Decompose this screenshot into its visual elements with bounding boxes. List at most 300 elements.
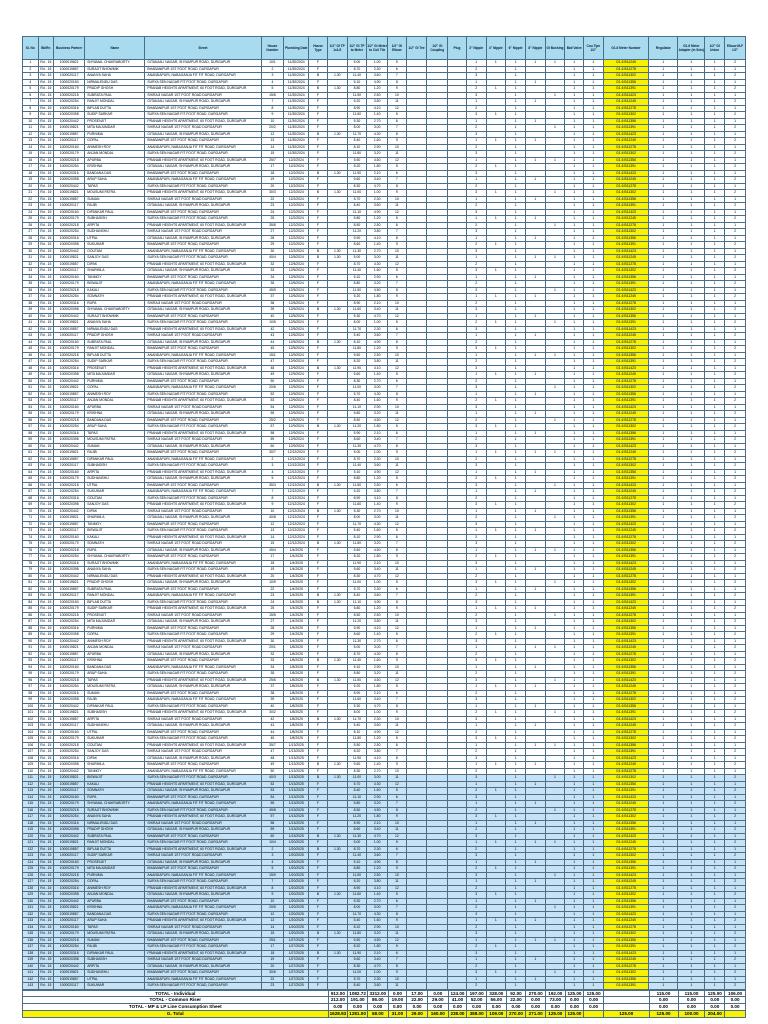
table-cell: 2 (466, 651, 486, 658)
table-cell: 2 (725, 398, 746, 405)
table-cell: 1 (725, 898, 746, 905)
table-cell: 1 (565, 723, 584, 730)
table-cell: BANDANA DAS (85, 170, 145, 177)
table-cell: 1 (678, 372, 705, 379)
table-cell: F (309, 196, 328, 203)
table-cell: 1 (506, 326, 526, 333)
table-cell: 1 (506, 489, 526, 496)
table-cell: 1 (506, 853, 526, 860)
table-cell: 1 (583, 950, 603, 957)
table-cell: 12/12/2024 (284, 476, 309, 483)
table-cell: 62 (23, 456, 39, 463)
table-cell: PRANAB HEIGHTS APARTMENT, 60 FOOT ROAD, DURGAPUR (145, 885, 261, 892)
table-cell: BHABANIPUR 1ST FOOT ROAD, DURGAPUR (145, 66, 261, 73)
table-cell: 2 (725, 437, 746, 444)
table-cell: 1 (649, 593, 678, 600)
table-cell: 12/2/2024 (284, 248, 309, 255)
totals-value: 0.00 (348, 1004, 368, 1011)
table-cell: 1 (678, 79, 705, 86)
table-cell: 72 (23, 521, 39, 528)
table-cell: 1 (705, 372, 725, 379)
table-cell: F (309, 924, 328, 931)
table-cell: 1/13/2025 (284, 833, 309, 840)
table-cell: 5.60 (347, 177, 367, 184)
table-cell: 1000019821 (54, 775, 85, 782)
table-cell: 1000020254 (54, 749, 85, 756)
table-cell: 11/30/2024 (284, 144, 309, 151)
table-cell: 10 (388, 820, 407, 827)
table-cell: 5.00 (347, 255, 367, 262)
table-cell: 10 (388, 248, 407, 255)
table-cell: 93 (23, 658, 39, 665)
table-cell: 1 (705, 92, 725, 99)
table-cell: 5.50 (347, 157, 367, 164)
table-cell: 1 (466, 294, 486, 301)
table-cell: RAJIB (85, 944, 145, 951)
table-cell: 1 (649, 385, 678, 392)
table-cell: GOPAL (85, 632, 145, 639)
table-cell: 1 (583, 450, 603, 457)
table-cell: 2 (725, 242, 746, 249)
table-cell: B (309, 541, 328, 548)
table-cell: 1000020218 (54, 287, 85, 294)
table-cell: 1 (678, 320, 705, 327)
table-cell: 34 (23, 274, 39, 281)
table-cell: 4 (261, 79, 284, 86)
table-cell: 1 (678, 287, 705, 294)
table-cell: 2 (466, 612, 486, 619)
table-cell: 1 (649, 391, 678, 398)
table-cell: 12/2/2024 (284, 196, 309, 203)
table-cell: 3.20 (367, 411, 388, 418)
table-cell: Rd - 15 (38, 586, 54, 593)
table-cell: 2 (725, 346, 746, 353)
table-cell: 19 (261, 567, 284, 574)
table-cell: 12 (261, 131, 284, 138)
table-cell: F (309, 976, 328, 983)
table-cell: 1000019857 (54, 846, 85, 853)
table-cell: 12/2/2024 (284, 235, 309, 242)
table-cell: SHARMILA (85, 268, 145, 275)
table-cell: 3 (466, 502, 486, 509)
table-cell: 61 (23, 450, 39, 457)
table-cell: 1 (565, 411, 584, 418)
table-cell: Rd - 15 (38, 125, 54, 132)
table-cell: 1 (525, 372, 545, 379)
table-cell: 4 (261, 469, 284, 476)
table-cell: 3.60 (367, 73, 388, 80)
table-cell: 1 (565, 131, 584, 138)
table-cell: 11.20 (347, 619, 367, 626)
table-cell: MOUSUMI PATRA (85, 684, 145, 691)
table-cell: ANANDAPURI, NABAGANJA FIT FIT ROAD, DURGAPUR (145, 801, 261, 808)
table-cell: 143 (23, 983, 39, 990)
table-cell: G1.6 B11302 (603, 385, 649, 392)
table-cell: 1 (678, 664, 705, 671)
table-cell: 1000020117 (54, 203, 85, 210)
table-cell: 1000019821 (54, 125, 85, 132)
table-cell: 3.20 (367, 281, 388, 288)
table-cell: 1 (565, 651, 584, 658)
table-cell: 5 (388, 944, 407, 951)
table-cell: GITANJALI NAGAR, SHYAMPUR ROAD, DURGAPUR (145, 547, 261, 554)
table-cell: G1.6 B11302 (603, 463, 649, 470)
table-cell: 10 (388, 560, 407, 567)
table-cell: 7 (388, 905, 407, 912)
table-cell: PRADIP GHOSH (85, 86, 145, 93)
table-cell: 8 (388, 703, 407, 710)
table-cell: G1.6 B11356 (603, 430, 649, 437)
table-cell: 4.90 (367, 209, 388, 216)
table-cell: 6 (388, 482, 407, 489)
table-cell: 14 (261, 144, 284, 151)
table-cell: 1.30 (327, 307, 347, 314)
table-cell: G1.6 B11391 (603, 710, 649, 717)
table-cell: F (309, 580, 328, 587)
table-cell: F (309, 502, 328, 509)
table-cell: 8.90 (347, 885, 367, 892)
table-cell: 11 (388, 411, 407, 418)
table-cell: 4 (23, 79, 39, 86)
table-cell: 11.10 (347, 599, 367, 606)
table-cell: 1 (678, 476, 705, 483)
table-cell: 1 (678, 294, 705, 301)
table-cell: 135 (23, 931, 39, 938)
table-cell: 1000020160 (54, 274, 85, 281)
table-cell: 1.80 (367, 424, 388, 431)
table-cell: ANIMESH ROY (85, 885, 145, 892)
table-cell: 7 (388, 229, 407, 236)
table-cell: 1 (649, 274, 678, 281)
table-cell: 48 (23, 365, 39, 372)
table-cell: 1 (506, 918, 526, 925)
table-cell: 2 (466, 671, 486, 678)
table-cell: 1 (506, 242, 526, 249)
table-cell: 1 (565, 781, 584, 788)
table-cell: BHABANIPUR 1ST FOOT ROAD, DURGAPUR (145, 450, 261, 457)
table-cell: 1 (705, 112, 725, 119)
table-cell: 1000020117 (54, 333, 85, 340)
table-cell: 1000020398 (54, 242, 85, 249)
table-cell: ANANDAPURI, NABAGANJA FIT FIT ROAD, DURGAPUR (145, 872, 261, 879)
table-cell: 1 (649, 898, 678, 905)
table-cell: 1 (725, 79, 746, 86)
table-cell: G1.6 B11391 (603, 476, 649, 483)
totals-value: 125.00 (649, 1010, 678, 1017)
table-cell: F (309, 235, 328, 242)
table-cell: 1 (678, 138, 705, 145)
table-cell: 1 (705, 547, 725, 554)
table-cell: 2 (466, 222, 486, 229)
table-cell: Rd - 15 (38, 112, 54, 119)
table-cell: F (309, 827, 328, 834)
table-cell: 1 (725, 807, 746, 814)
table-cell: 4.50 (367, 937, 388, 944)
table-cell: F (309, 346, 328, 353)
table-cell: 1 (565, 430, 584, 437)
table-cell: 1 (583, 138, 603, 145)
table-cell: 1000020254 (54, 879, 85, 886)
table-cell: 1.30 (327, 950, 347, 957)
table-cell: 1 (705, 177, 725, 184)
table-cell: B (309, 248, 328, 255)
table-cell: 1.30 (327, 424, 347, 431)
table-cell: 1 (649, 73, 678, 80)
table-cell: 8 (388, 79, 407, 86)
table-cell: Rd - 15 (38, 411, 54, 418)
table-cell: 1 (725, 781, 746, 788)
table-cell: Rd - 15 (38, 742, 54, 749)
table-cell: 1 (545, 937, 565, 944)
table-cell: 1 (525, 489, 545, 496)
table-cell: 11/30/2024 (284, 86, 309, 93)
table-cell: 1 (678, 703, 705, 710)
table-cell: GOUTAM (85, 742, 145, 749)
table-cell: 3.40 (367, 437, 388, 444)
table-cell: 17 (23, 164, 39, 171)
table-cell: 2 (725, 190, 746, 197)
table-cell: 5 (388, 320, 407, 327)
table-cell: 1/8/2025 (284, 645, 309, 652)
table-cell: GOUTAM (85, 495, 145, 502)
table-cell: 8.40 (347, 593, 367, 600)
table-cell: 5.10 (347, 274, 367, 281)
column-header: Business Partner (54, 37, 85, 60)
table-cell: 3.60 (367, 463, 388, 470)
table-cell: G1.6 B11423 (603, 950, 649, 957)
table-cell: 1 (583, 105, 603, 112)
table-cell: 10 (388, 144, 407, 151)
table-cell: 1 (506, 450, 526, 457)
table-cell: 1 (678, 606, 705, 613)
table-cell: 3 (466, 326, 486, 333)
table-cell: 1 (506, 138, 526, 145)
table-cell: 4.10 (367, 625, 388, 632)
table-cell: 11.30 (347, 833, 367, 840)
table-cell: 1 (583, 677, 603, 684)
table-cell: TANMOY (85, 768, 145, 775)
table-cell: 1 (506, 105, 526, 112)
table-cell: 2 (466, 983, 486, 990)
table-cell: 49 (23, 372, 39, 379)
totals-value (603, 990, 649, 997)
table-cell: 1 (649, 690, 678, 697)
table-cell: 11.40 (347, 73, 367, 80)
table-cell: 1 (506, 924, 526, 931)
table-cell: 1 (725, 404, 746, 411)
table-cell: 2 (725, 502, 746, 509)
table-cell: 1 (583, 671, 603, 678)
totals-value: 0.00 (565, 1004, 584, 1011)
table-cell: 5.40 (347, 138, 367, 145)
table-cell: 5 (388, 164, 407, 171)
table-cell: 6 (388, 274, 407, 281)
table-cell: 1 (649, 521, 678, 528)
table-cell: 1 (725, 664, 746, 671)
table-cell: 2.90 (367, 534, 388, 541)
table-cell: 1.30 (327, 73, 347, 80)
table-cell: 1 (506, 638, 526, 645)
table-cell: 2 (261, 846, 284, 853)
table-cell: SHIRAJI NAGAR 1ST FOOT ROAD DURGAPUR (145, 300, 261, 307)
table-cell: 1 (486, 60, 506, 67)
table-cell: 5.50 (347, 937, 367, 944)
table-cell: SHIRAJI NAGAR 1ST FOOT ROAD DURGAPUR (145, 125, 261, 132)
table-cell: 1 (506, 203, 526, 210)
table-cell: 1 (565, 814, 584, 821)
table-cell: 11.20 (347, 814, 367, 821)
table-cell: 20/2 (261, 125, 284, 132)
table-cell: 8.50 (347, 417, 367, 424)
table-cell: 5 (388, 112, 407, 119)
table-cell: 18 (23, 170, 39, 177)
table-cell: 1/20/2025 (284, 905, 309, 912)
table-cell: 1 (466, 606, 486, 613)
table-cell: 1 (678, 131, 705, 138)
table-cell: 1 (705, 716, 725, 723)
table-cell: 1 (678, 495, 705, 502)
table-cell: 2 (466, 807, 486, 814)
table-cell: G1.6 B11356 (603, 352, 649, 359)
table-cell: 96 (23, 677, 39, 684)
table-cell: G1.6 B11356 (603, 235, 649, 242)
table-cell: GITANJALI NAGAR, SHYAMPUR ROAD, DURGAPUR (145, 60, 261, 67)
table-cell: 1 (583, 255, 603, 262)
table-cell: 3 (466, 892, 486, 899)
table-cell: 1 (506, 840, 526, 847)
table-cell: G1.6 B11391 (603, 320, 649, 327)
table-cell: 3.20 (367, 151, 388, 158)
table-cell: 8.40 (347, 398, 367, 405)
table-cell: 1000020398 (54, 632, 85, 639)
table-cell: 2 (725, 528, 746, 535)
table-cell: BHABANIPUR 1ST FOOT ROAD, DURGAPUR (145, 866, 261, 873)
table-cell: 1 (705, 736, 725, 743)
table-cell: 1 (506, 534, 526, 541)
table-cell: 1000020218 (54, 352, 85, 359)
table-cell: 8 (388, 339, 407, 346)
table-cell: 44 (261, 729, 284, 736)
table-cell: 1/8/2025 (284, 677, 309, 684)
table-cell: 1 (506, 859, 526, 866)
table-cell: 3 (466, 814, 486, 821)
table-cell: SUKUMAR (85, 242, 145, 249)
table-cell: 10/4 (261, 840, 284, 847)
table-cell: 1000020398 (54, 827, 85, 834)
table-cell: 1 (705, 443, 725, 450)
table-cell: 1/4/2025 (284, 619, 309, 626)
table-cell: 1 (705, 521, 725, 528)
table-cell: SURYA SEN NAGAR FIT FOOT ROAD, DURGAPUR (145, 320, 261, 327)
table-cell: F (309, 489, 328, 496)
table-cell: 30/7 (261, 450, 284, 457)
table-cell: Rd - 15 (38, 508, 54, 515)
table-cell: 2 (466, 359, 486, 366)
table-cell: 42 (261, 716, 284, 723)
table-cell: 1 (583, 716, 603, 723)
table-cell: Rd - 15 (38, 430, 54, 437)
table-cell: 10 (388, 872, 407, 879)
table-cell: 1 (565, 560, 584, 567)
table-cell: 5.20 (347, 294, 367, 301)
table-cell: GITANJALI NAGAR, SHYAMPUR ROAD, DURGAPUR (145, 619, 261, 626)
table-cell: G1.6 B11391 (603, 281, 649, 288)
table-cell: Rd - 15 (38, 820, 54, 827)
table-cell: 1000020316 (54, 625, 85, 632)
table-cell: 1 (583, 287, 603, 294)
totals-value: 17.00 (407, 990, 428, 997)
table-cell: 1000020218 (54, 482, 85, 489)
table-cell: 1000020316 (54, 105, 85, 112)
table-cell: 1 (565, 632, 584, 639)
table-cell: 1 (678, 307, 705, 314)
table-cell: 1 (565, 840, 584, 847)
table-cell: 7 (261, 489, 284, 496)
table-cell: 1 (583, 781, 603, 788)
table-cell: 1000020218 (54, 222, 85, 229)
table-cell: 128 (23, 885, 39, 892)
table-cell: 1 (678, 411, 705, 418)
table-cell: 1 (583, 905, 603, 912)
table-cell: G1.6 B11302 (603, 229, 649, 236)
table-cell: F (309, 697, 328, 704)
table-cell: 1 (466, 99, 486, 106)
table-cell: 1 (583, 814, 603, 821)
table-cell: 1 (583, 560, 603, 567)
table-cell: 1000020316 (54, 690, 85, 697)
table-cell: F (309, 638, 328, 645)
table-cell: BHABANIPUR 1ST FOOT ROAD, DURGAPUR (145, 482, 261, 489)
table-cell: G1.6 B11245 (603, 528, 649, 535)
table-cell: 1 (725, 209, 746, 216)
table-cell: 1 (678, 794, 705, 801)
table-cell: 3 (466, 560, 486, 567)
table-cell: 1000020160 (54, 534, 85, 541)
table-cell: 1 (565, 697, 584, 704)
table-cell: Rd - 15 (38, 547, 54, 554)
table-cell: 12/12/2024 (284, 450, 309, 457)
table-cell: 1 (565, 807, 584, 814)
table-cell: Rd - 15 (38, 619, 54, 626)
table-cell: GITANJALI NAGAR, SHYAMPUR ROAD, DURGAPUR (145, 684, 261, 691)
table-cell: 13 (261, 528, 284, 535)
table-cell: 1 (565, 671, 584, 678)
table-cell: 1 (565, 450, 584, 457)
table-cell: 1/13/2025 (284, 794, 309, 801)
table-cell: Rd - 15 (38, 404, 54, 411)
table-cell: F (309, 495, 328, 502)
table-cell: Rd - 15 (38, 391, 54, 398)
table-cell: 1 (486, 398, 506, 405)
table-cell: F (309, 112, 328, 119)
table-cell: 47 (261, 359, 284, 366)
table-cell: 1 (506, 424, 526, 431)
table-cell: 11/30/2024 (284, 151, 309, 158)
table-cell: 1/8/2025 (284, 710, 309, 717)
table-cell: 1 (583, 326, 603, 333)
table-cell: G1.6 B11278 (603, 846, 649, 853)
table-cell: 2 (466, 905, 486, 912)
table-cell: KRISHNA (85, 411, 145, 418)
table-cell: 94 (23, 664, 39, 671)
table-cell: 15 (261, 931, 284, 938)
table-cell: 1 (545, 125, 565, 132)
table-cell: 1000019857 (54, 521, 85, 528)
totals-value: 125.00 (545, 1010, 565, 1017)
table-cell: 1 (649, 846, 678, 853)
table-cell: 136 (23, 937, 39, 944)
table-cell: 7 (261, 99, 284, 106)
